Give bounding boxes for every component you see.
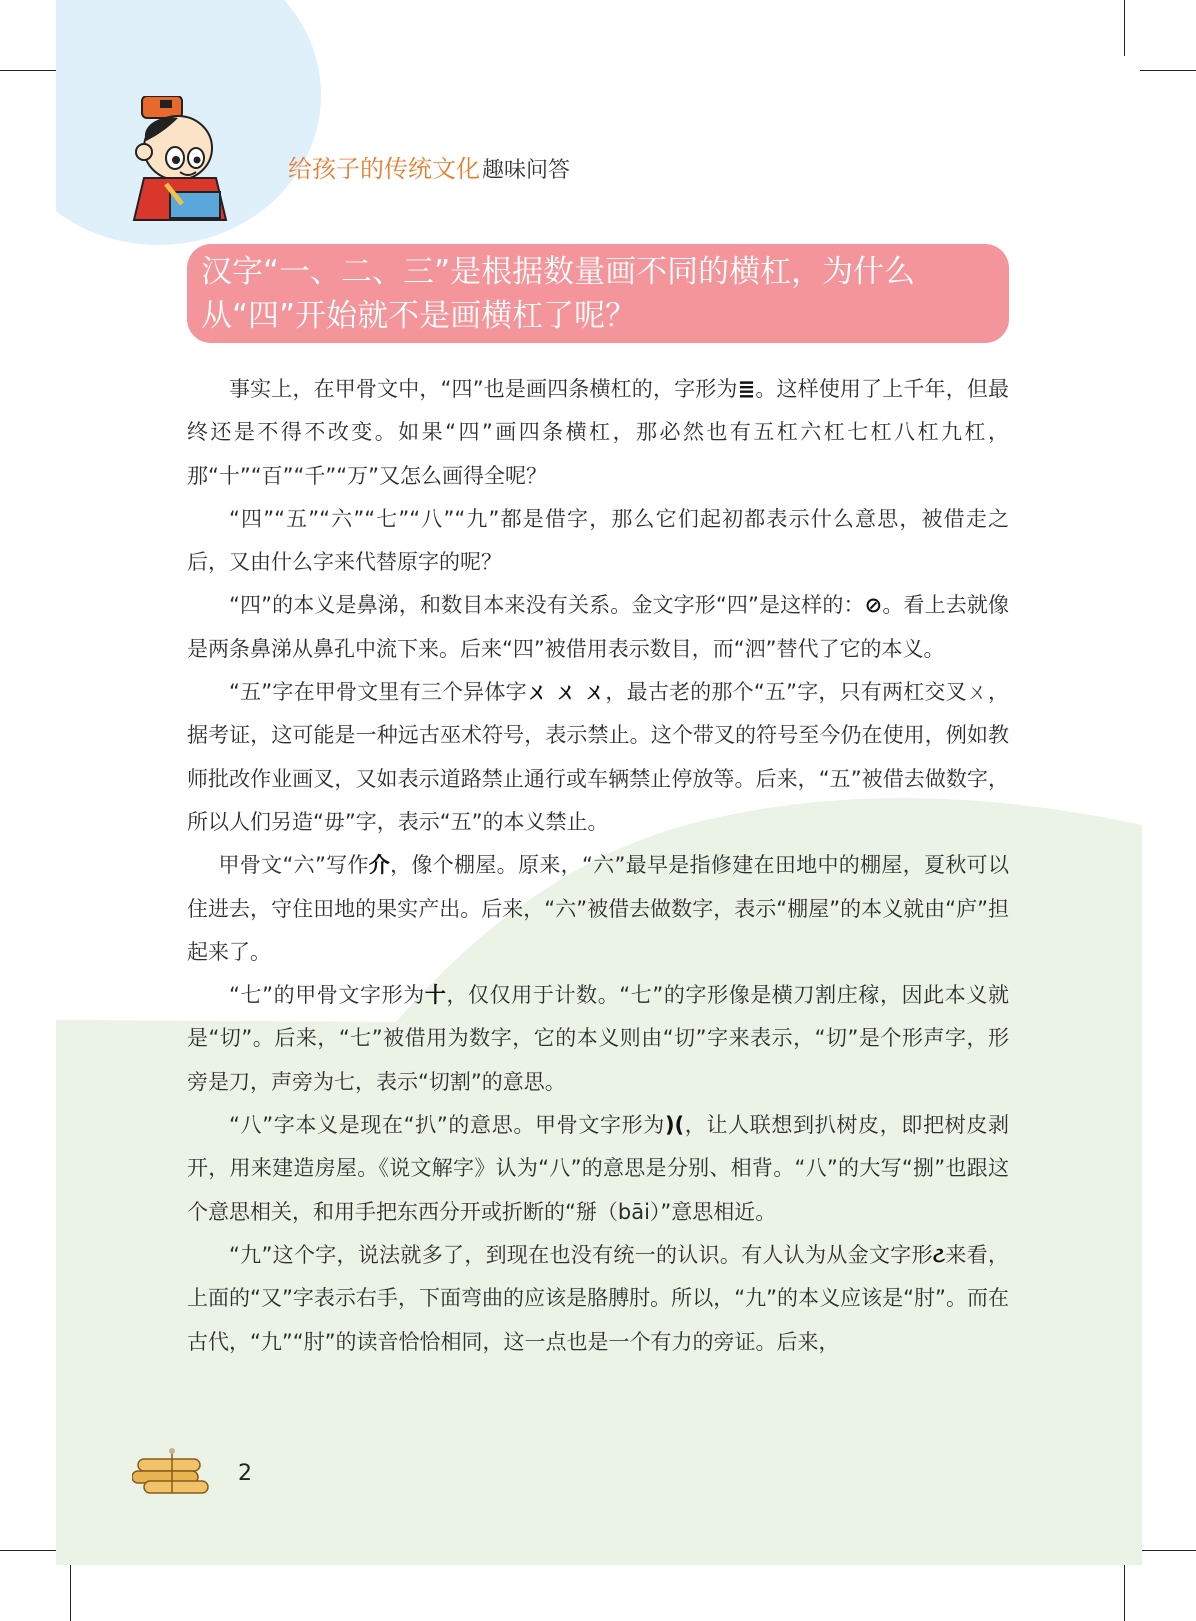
ancient-glyph: ㄨ ㄨ ㄨ — [526, 680, 606, 705]
bamboo-scrolls-icon — [132, 1445, 212, 1495]
paragraph-text: “七”的甲骨文字形为 — [229, 983, 425, 1008]
paragraph-text: “八”字本义是现在“扒”的意思。甲骨文字形为 — [229, 1113, 665, 1138]
paragraph-text: 。这样使用了上千年，但最终还是不得不改变。如果“四”画四条横杠，那必然也有五杠六杠七杠八杠九杠，那“十”“百”“千”“万”又怎么画得全呢？ — [187, 377, 1009, 488]
paragraph-text: ，仅仅用于计数。“七”的字形像是横刀割庄稼，因此本义就是“切”。后来，“七”被借用为数字，它的本义则由“切”字来表示，“切”是个形声字，形旁是刀，声旁为七，表示“切割”的意思。 — [187, 983, 1009, 1094]
series-title-main: 给孩子的传统文化 — [288, 155, 480, 183]
crop-mark — [1140, 1550, 1196, 1551]
crop-mark — [1124, 1565, 1125, 1621]
paragraph — [187, 368, 1009, 498]
ancient-glyph: ટ — [932, 1242, 946, 1267]
ancient-glyph: ⊘ — [864, 593, 883, 618]
paragraph — [187, 1234, 1009, 1364]
paragraph — [187, 844, 1009, 974]
paragraph — [187, 1104, 1009, 1234]
article-body — [187, 368, 1009, 1364]
paragraph-text: ，像个棚屋。原来，“六”最早是指修建在田地中的棚屋，夏秋可以住进去，守住田地的果实产出。后来，“六”被借去做数字，表示“棚屋”的本义就由“庐”担起来了。 — [187, 853, 1009, 964]
book-series-title — [288, 149, 570, 184]
ancient-glyph: 十 — [424, 983, 447, 1008]
paragraph-text: “四”“五”“六”“七”“八”“九”都是借字，那么它们起初都表示什么意思，被借走之后，又由什么字来代替原字的呢？ — [187, 506, 1009, 575]
crop-mark — [0, 1550, 56, 1551]
question-banner — [187, 244, 1009, 343]
page-number: 2 — [238, 1461, 252, 1486]
paragraph-text: “九”这个字，说法就多了，到现在也没有统一的认识。有人认为从金文字形 — [229, 1242, 933, 1267]
question-text: 汉字“一、二、三”是根据数量画不同的横杠，为什么从“四”开始就不是画横杠了呢？ — [201, 254, 916, 334]
paragraph-text: ，让人联想到扒树皮，即把树皮剥开，用来建造房屋。《说文解字》认为“八”的意思是分别、相背。“八”的大写“捌”也跟这个意思相关，和用手把东西分开或折断的“掰（bāi）”意思相近。 — [187, 1113, 1009, 1224]
paragraph-text: 甲骨文“六”写作 — [218, 853, 369, 878]
crop-mark — [70, 1565, 71, 1621]
paragraph — [187, 671, 1009, 844]
ancient-glyph: ≣ — [737, 377, 756, 401]
paragraph — [187, 974, 1009, 1104]
ancient-glyph: 介 — [368, 853, 391, 878]
paragraph-text: 来看，上面的“又”字表示右手，下面弯曲的应该是胳膊肘。所以，“九”的本义应该是“肘”。而在古代，“九”“肘”的读音恰恰相同，这一点也是一个有力的旁证。后来， — [187, 1242, 1010, 1354]
ancient-glyph: )( — [664, 1113, 685, 1138]
series-title-sub: 趣味问答 — [482, 158, 571, 183]
paragraph-text: “四”的本义是鼻涕，和数目本来没有关系。金文字形“四”是这样的： — [229, 593, 865, 618]
paragraph — [187, 584, 1009, 671]
crop-mark — [1140, 70, 1196, 71]
paragraph-text: 事实上，在甲骨文中，“四”也是画四条横杠的，字形为 — [229, 377, 738, 401]
paragraph-text: ，最古老的那个“五”字，只有两杠交叉ㄨ，据考证，这可能是一种远古巫术符号，表示禁止。这个带叉的符号至今仍在使用，例如教师批改作业画叉，又如表示道路禁止通行或车辆禁止停放等。后来，“五”被借去做数字，所以人们另造“毋”字，表示“五”的本义禁止。 — [187, 680, 1010, 834]
paragraph — [187, 498, 1009, 585]
mascot-boy-illustration — [130, 96, 235, 224]
paragraph-text: 。看上去就像是两条鼻涕从鼻孔中流下来。后来“四”被借用表示数目，而“泗”替代了它的本义。 — [187, 593, 1010, 661]
crop-mark — [0, 70, 56, 71]
paragraph-text: “五”字在甲骨文里有三个异体字 — [229, 680, 527, 705]
